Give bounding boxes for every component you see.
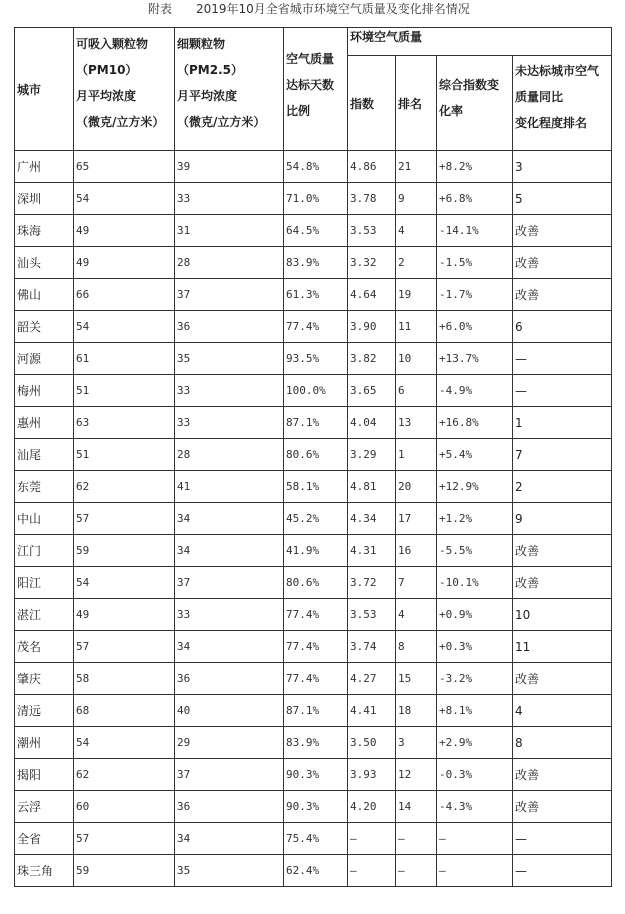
cell-city: 汕尾 (15, 439, 74, 471)
table-row (15, 599, 612, 631)
cell-unmet: 5 (513, 183, 612, 215)
cell-unmet: 改善 (513, 791, 612, 823)
cell-rate: -1.7% (437, 279, 513, 311)
cell-pm25: 40 (175, 695, 284, 727)
cell-days: 64.5% (284, 215, 348, 247)
cell-pm25: 28 (175, 439, 284, 471)
cell-rank: 4 (396, 599, 437, 631)
table-row (15, 535, 612, 567)
cell-pm10: 62 (74, 759, 175, 791)
cell-city: 佛山 (15, 279, 74, 311)
table-row (15, 375, 612, 407)
table-caption (0, 0, 625, 18)
cell-pm10: 57 (74, 503, 175, 535)
cell-city: 潮州 (15, 727, 74, 759)
cell-days: 83.9% (284, 247, 348, 279)
cell-rate: +12.9% (437, 471, 513, 503)
table-row (15, 823, 612, 855)
cell-pm25: 34 (175, 631, 284, 663)
cell-rank: 10 (396, 343, 437, 375)
cell-pm10: 68 (74, 695, 175, 727)
cell-index: 3.93 (348, 759, 396, 791)
cell-pm10: 59 (74, 855, 175, 887)
header-days: 空气质量 达标天数 比例 (284, 28, 348, 151)
cell-rate: -0.3% (437, 759, 513, 791)
cell-city: 阳江 (15, 567, 74, 599)
cell-days: 77.4% (284, 631, 348, 663)
cell-pm25: 33 (175, 375, 284, 407)
cell-index: 4.64 (348, 279, 396, 311)
cell-rate: +0.3% (437, 631, 513, 663)
cell-pm10: 61 (74, 343, 175, 375)
cell-unmet: 改善 (513, 567, 612, 599)
cell-rate: +6.0% (437, 311, 513, 343)
cell-rate: +2.9% (437, 727, 513, 759)
cell-index: 3.74 (348, 631, 396, 663)
cell-rate: +0.9% (437, 599, 513, 631)
cell-days: 90.3% (284, 791, 348, 823)
cell-rank: — (396, 855, 437, 887)
cell-unmet: 改善 (513, 247, 612, 279)
cell-rank: 13 (396, 407, 437, 439)
cell-city: 全省 (15, 823, 74, 855)
cell-city: 中山 (15, 503, 74, 535)
cell-rank: 1 (396, 439, 437, 471)
cell-pm10: 49 (74, 599, 175, 631)
cell-unmet: 9 (513, 503, 612, 535)
table-row (15, 503, 612, 535)
cell-index: 3.78 (348, 183, 396, 215)
cell-days: 83.9% (284, 727, 348, 759)
cell-pm10: 51 (74, 439, 175, 471)
cell-unmet: 4 (513, 695, 612, 727)
cell-pm25: 34 (175, 823, 284, 855)
table-row (15, 247, 612, 279)
cell-pm25: 33 (175, 183, 284, 215)
cell-pm25: 34 (175, 535, 284, 567)
table-row (15, 343, 612, 375)
cell-unmet: 8 (513, 727, 612, 759)
cell-city: 韶关 (15, 311, 74, 343)
cell-pm25: 39 (175, 151, 284, 183)
cell-days: 87.1% (284, 407, 348, 439)
cell-rate: -3.2% (437, 663, 513, 695)
cell-rank: 4 (396, 215, 437, 247)
cell-city: 肇庆 (15, 663, 74, 695)
cell-pm10: 49 (74, 215, 175, 247)
cell-rate: +8.2% (437, 151, 513, 183)
cell-rank: 8 (396, 631, 437, 663)
cell-unmet: 1 (513, 407, 612, 439)
cell-days: 41.9% (284, 535, 348, 567)
cell-pm10: 66 (74, 279, 175, 311)
cell-rate: -4.3% (437, 791, 513, 823)
cell-city: 江门 (15, 535, 74, 567)
table-row (15, 727, 612, 759)
cell-rank: 15 (396, 663, 437, 695)
cell-rate: +13.7% (437, 343, 513, 375)
cell-city: 揭阳 (15, 759, 74, 791)
cell-rank: — (396, 823, 437, 855)
cell-unmet: — (513, 375, 612, 407)
cell-pm10: 54 (74, 567, 175, 599)
table-row (15, 663, 612, 695)
cell-unmet: 改善 (513, 663, 612, 695)
cell-unmet: 改善 (513, 215, 612, 247)
cell-index: 4.81 (348, 471, 396, 503)
cell-rank: 21 (396, 151, 437, 183)
cell-index: 4.41 (348, 695, 396, 727)
cell-unmet: 改善 (513, 535, 612, 567)
cell-rate: +16.8% (437, 407, 513, 439)
header-city: 城市 (15, 28, 74, 151)
cell-index: — (348, 823, 396, 855)
cell-pm10: 57 (74, 631, 175, 663)
cell-rate: -5.5% (437, 535, 513, 567)
table-row (15, 695, 612, 727)
cell-index: 3.82 (348, 343, 396, 375)
cell-rank: 9 (396, 183, 437, 215)
cell-pm25: 41 (175, 471, 284, 503)
cell-unmet: — (513, 823, 612, 855)
cell-pm10: 59 (74, 535, 175, 567)
cell-rank: 12 (396, 759, 437, 791)
cell-index: 4.20 (348, 791, 396, 823)
cell-days: 71.0% (284, 183, 348, 215)
cell-unmet: 改善 (513, 759, 612, 791)
cell-unmet: 改善 (513, 279, 612, 311)
cell-pm10: 54 (74, 183, 175, 215)
table-row (15, 407, 612, 439)
cell-index: 3.53 (348, 599, 396, 631)
cell-unmet: 11 (513, 631, 612, 663)
cell-rank: 2 (396, 247, 437, 279)
cell-pm25: 37 (175, 759, 284, 791)
cell-index: 3.50 (348, 727, 396, 759)
cell-index: 3.90 (348, 311, 396, 343)
table-row (15, 631, 612, 663)
cell-days: 100.0% (284, 375, 348, 407)
cell-city: 湛江 (15, 599, 74, 631)
cell-pm25: 37 (175, 279, 284, 311)
cell-pm10: 63 (74, 407, 175, 439)
cell-pm10: 54 (74, 727, 175, 759)
cell-index: 4.34 (348, 503, 396, 535)
cell-pm25: 31 (175, 215, 284, 247)
cell-city: 惠州 (15, 407, 74, 439)
cell-days: 77.4% (284, 311, 348, 343)
table-row (15, 855, 612, 887)
cell-unmet: 10 (513, 599, 612, 631)
cell-index: 4.31 (348, 535, 396, 567)
cell-rate: +5.4% (437, 439, 513, 471)
cell-days: 80.6% (284, 567, 348, 599)
cell-days: 54.8% (284, 151, 348, 183)
cell-days: 75.4% (284, 823, 348, 855)
cell-pm25: 35 (175, 855, 284, 887)
cell-rate: — (437, 823, 513, 855)
cell-rank: 20 (396, 471, 437, 503)
cell-index: 3.65 (348, 375, 396, 407)
cell-pm25: 36 (175, 791, 284, 823)
table-row (15, 567, 612, 599)
cell-pm25: 36 (175, 311, 284, 343)
header-unmet: 未达标城市空气 质量同比 变化程度排名 (513, 56, 612, 151)
header-rate: 综合指数变 化率 (437, 56, 513, 151)
cell-rate: +6.8% (437, 183, 513, 215)
cell-days: 45.2% (284, 503, 348, 535)
cell-days: 61.3% (284, 279, 348, 311)
cell-pm25: 33 (175, 407, 284, 439)
cell-days: 87.1% (284, 695, 348, 727)
cell-city: 茂名 (15, 631, 74, 663)
cell-pm10: 62 (74, 471, 175, 503)
cell-pm10: 58 (74, 663, 175, 695)
cell-city: 东莞 (15, 471, 74, 503)
cell-index: 3.53 (348, 215, 396, 247)
cell-index: 3.29 (348, 439, 396, 471)
cell-days: 58.1% (284, 471, 348, 503)
table-row (15, 471, 612, 503)
cell-index: — (348, 855, 396, 887)
cell-pm25: 29 (175, 727, 284, 759)
cell-index: 4.27 (348, 663, 396, 695)
table-row (15, 791, 612, 823)
cell-rank: 17 (396, 503, 437, 535)
cell-city: 珠三角 (15, 855, 74, 887)
caption-prefix: 附表 (148, 2, 173, 16)
cell-days: 80.6% (284, 439, 348, 471)
table-row (15, 279, 612, 311)
cell-days: 90.3% (284, 759, 348, 791)
cell-city: 深圳 (15, 183, 74, 215)
cell-rank: 6 (396, 375, 437, 407)
cell-rank: 3 (396, 727, 437, 759)
cell-pm10: 57 (74, 823, 175, 855)
cell-pm25: 37 (175, 567, 284, 599)
cell-rate: -1.5% (437, 247, 513, 279)
cell-city: 汕头 (15, 247, 74, 279)
table-row (15, 215, 612, 247)
cell-index: 4.04 (348, 407, 396, 439)
table-row (15, 151, 612, 183)
cell-rank: 18 (396, 695, 437, 727)
cell-rate: — (437, 855, 513, 887)
cell-city: 云浮 (15, 791, 74, 823)
air-quality-table (14, 27, 612, 887)
cell-pm25: 33 (175, 599, 284, 631)
header-air-quality: 环境空气质量 (348, 28, 612, 56)
cell-city: 梅州 (15, 375, 74, 407)
cell-rate: +8.1% (437, 695, 513, 727)
header-pm25: 细颗粒物 （PM2.5） 月平均浓度 （微克/立方米） (175, 28, 284, 151)
cell-pm10: 65 (74, 151, 175, 183)
cell-city: 珠海 (15, 215, 74, 247)
cell-days: 62.4% (284, 855, 348, 887)
cell-pm10: 54 (74, 311, 175, 343)
table-row (15, 759, 612, 791)
cell-rate: +1.2% (437, 503, 513, 535)
cell-pm10: 60 (74, 791, 175, 823)
table-row (15, 183, 612, 215)
cell-rank: 7 (396, 567, 437, 599)
cell-index: 4.86 (348, 151, 396, 183)
cell-rank: 14 (396, 791, 437, 823)
cell-unmet: 6 (513, 311, 612, 343)
cell-pm25: 35 (175, 343, 284, 375)
cell-index: 3.72 (348, 567, 396, 599)
cell-rate: -14.1% (437, 215, 513, 247)
table-row (15, 439, 612, 471)
cell-days: 77.4% (284, 663, 348, 695)
cell-unmet: 3 (513, 151, 612, 183)
cell-rank: 19 (396, 279, 437, 311)
cell-unmet: — (513, 855, 612, 887)
cell-rank: 16 (396, 535, 437, 567)
header-index: 指数 (348, 56, 396, 151)
cell-rate: -10.1% (437, 567, 513, 599)
cell-unmet: 7 (513, 439, 612, 471)
cell-city: 广州 (15, 151, 74, 183)
caption-title: 2019年10月全省城市环境空气质量及变化排名情况 (196, 2, 470, 16)
cell-city: 清远 (15, 695, 74, 727)
table-row (15, 311, 612, 343)
cell-days: 77.4% (284, 599, 348, 631)
cell-pm10: 49 (74, 247, 175, 279)
cell-pm25: 36 (175, 663, 284, 695)
cell-rank: 11 (396, 311, 437, 343)
cell-city: 河源 (15, 343, 74, 375)
cell-pm25: 34 (175, 503, 284, 535)
header-pm10: 可吸入颗粒物 （PM10） 月平均浓度 （微克/立方米） (74, 28, 175, 151)
header-rank: 排名 (396, 56, 437, 151)
cell-rate: -4.9% (437, 375, 513, 407)
cell-unmet: — (513, 343, 612, 375)
cell-unmet: 2 (513, 471, 612, 503)
cell-days: 93.5% (284, 343, 348, 375)
cell-pm10: 51 (74, 375, 175, 407)
cell-pm25: 28 (175, 247, 284, 279)
cell-index: 3.32 (348, 247, 396, 279)
